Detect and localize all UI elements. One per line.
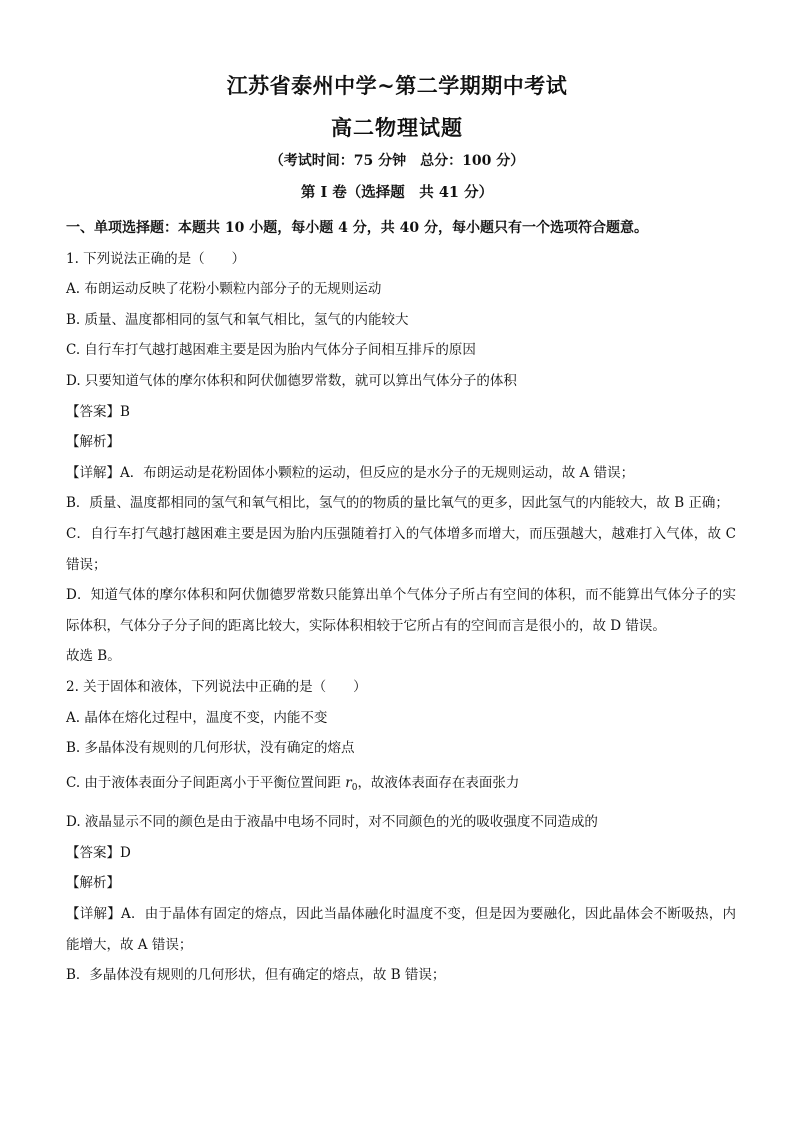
document-body xyxy=(66,213,736,991)
question-2-option-b: B. 多晶体没有规则的几何形状，没有确定的熔点 xyxy=(66,740,355,757)
r-zero-symbol: r xyxy=(345,774,352,791)
question-2-option-c xyxy=(66,768,736,804)
question-2-option-c-tail: ，故液体表面存在表面张力 xyxy=(357,774,520,791)
question-2-answer: 【答案】D xyxy=(66,844,131,861)
question-2-analysis-label: 【解析】 xyxy=(66,875,120,892)
section-heading: 一、单项选择题：本题共 10 小题，每小题 4 分，共 40 分，每小题只有一个选项符合题意。 xyxy=(66,220,648,236)
subject-title: 高二物理试题 xyxy=(331,115,463,140)
exam-info: （考试时间：75 分钟 总分：100 分） xyxy=(269,153,525,169)
question-1-option-d: D. 只要知道气体的摩尔体积和阿伏伽德罗常数，就可以算出气体分子的体积 xyxy=(66,372,517,389)
question-1-option-a: A. 布朗运动反映了花粉小颗粒内部分子的无规则运动 xyxy=(66,281,382,298)
question-2-option-d: D. 液晶显示不同的颜色是由于液晶中电场不同时，对不同颜色的光的吸收强度不同造成的 xyxy=(66,814,598,831)
question-1-detail-c: C．自行车打气越打越困难主要是因为胎内压强随着打入的气体增多而增大，而压强越大，越难打入气体，故 C 错误； xyxy=(66,525,736,573)
volume-title: 第 I 卷（选择题 共 41 分） xyxy=(300,184,494,201)
question-2-stem: 2. 关于固体和液体，下列说法中正确的是（ ） xyxy=(66,678,367,695)
question-2-detail-a: 【详解】A．由于晶体有固定的熔点，因此当晶体融化时温度不变，但是因为要融化，因此晶体会不断吸热，内能增大，故 A 错误； xyxy=(66,906,736,953)
question-1-option-b: B. 质量、温度都相同的氢气和氧气相比，氢气的内能较大 xyxy=(66,311,409,328)
question-1-analysis-label: 【解析】 xyxy=(66,434,120,451)
question-2-option-c-text: C. 由于液体表面分子间距离小于平衡位置间距 xyxy=(66,774,346,791)
question-2-detail-b: B．多晶体没有规则的几何形状，但有确定的熔点，故 B 错误； xyxy=(66,967,446,984)
question-1-detail-a: 【详解】A．布朗运动是花粉固体小颗粒的运动，但反应的是水分子的无规则运动，故 A 错误； xyxy=(66,464,635,481)
r-zero-subscript: 0 xyxy=(351,782,358,793)
school-title: 江苏省泰州中学~第二学期期中考试 xyxy=(226,73,568,98)
question-1-conclusion: 故选 B。 xyxy=(66,648,121,665)
question-1-detail-b: B．质量、温度都相同的氢气和氧气相比，氢气的的物质的量比氧气的更多，因此氢气的内能较大，故 B 正确； xyxy=(66,495,729,512)
question-2-option-a: A. 晶体在熔化过程中，温度不变，内能不变 xyxy=(66,709,328,726)
question-1-answer: 【答案】B xyxy=(66,403,130,420)
question-1-detail-d: D．知道气体的摩尔体积和阿伏伽德罗常数只能算出单个气体分子所占有空间的体积，而不能算出气体分子的实际体积，气体分子分子间的距离比较大，实际体积相较于它所占有的空间而言是很小的，故 D 错误。 xyxy=(66,587,736,634)
question-1-stem: 1. 下列说法正确的是（ ） xyxy=(66,250,246,267)
question-1-option-c: C. 自行车打气越打越困难主要是因为胎内气体分子间相互排斥的原因 xyxy=(66,342,476,359)
